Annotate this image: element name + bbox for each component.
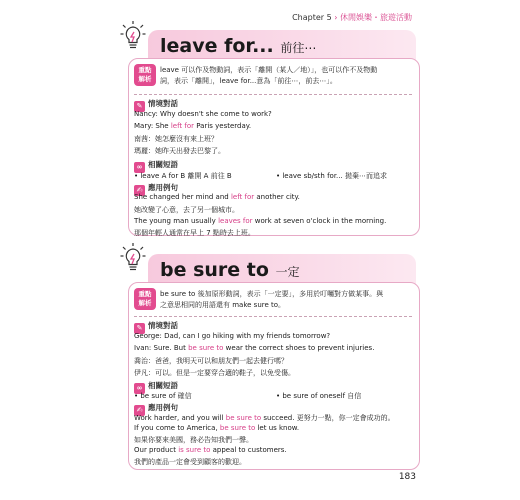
pencil-icon: ✍ [134,405,145,416]
chat-icon: ✎ [134,101,145,112]
divider [134,94,412,95]
related-phrase: • leave sb/sth for... 拋棄⋯而追求 [276,172,387,180]
example-line: 如果你要來美國，務必告知我們一聲。 [134,436,253,444]
example-line: Work harder, and you will be sure to succeed. 更努力一點，你一定會成功的。 [134,414,395,422]
entry-2-definition [160,289,383,311]
entry-2-title [160,259,300,281]
dialog-line: 南茜：她怎麼沒有來上班？ [134,135,218,143]
tag-line-1: 重點 [138,290,152,298]
header-separator: › [334,13,338,22]
definition-line: be sure to 後加原形動詞，表示「一定要」，多用於叮囑對方做某事。與 [160,290,384,298]
entry-2-key-analysis-tag [134,288,156,310]
dialog-line: Ivan: Sure. But be sure to wear the correct shoes to prevent injuries. [134,344,375,352]
example-line: 她改變了心意，去了另一個城市。 [134,206,239,214]
chat-icon: ✎ [134,323,145,334]
tag-line-1: 重點 [138,66,152,74]
link-icon: ∞ [134,383,145,394]
example-line: She changed her mind and left for another city. [134,193,300,201]
divider [134,316,412,317]
entry-1-examples-heading: ✍ 應用例句 [134,182,178,196]
entry-2-examples-heading: ✍ 應用例句 [134,402,178,416]
entry-2-dialog-heading: ✎ 情境對話 [134,320,178,334]
entry-1-dialog-heading: ✎ 情境對話 [134,98,178,112]
chapter-label: Chapter 5 [292,13,332,22]
entry-2-meaning: 一定 [275,265,300,279]
dialog-line: Mary: She left for Paris yesterday. [134,122,252,130]
example-line: 那個年輕人通常在早上 7 點時去上班。 [134,229,255,237]
definition-line: 之意思相同的用語還有 make sure to。 [160,301,286,309]
entry-1-phrase: leave for... [160,35,274,57]
related-phrase: • be sure of oneself 自信 [276,392,362,400]
entry-1-phrases-heading: ∞ 相關短語 [134,159,178,173]
dialog-line: 瑪麗：她昨天出發去巴黎了。 [134,147,225,155]
entry-1-title [160,35,316,57]
tag-line-2: 解析 [138,75,152,83]
link-icon: ∞ [134,162,145,173]
dialog-line: 喬治：爸爸，我明天可以和朋友們一起去健行嗎？ [134,357,288,365]
entry-1-meaning: 前往⋯ [280,41,317,55]
dialog-line: George: Dad, can I go hiking with my friends tomorrow? [134,332,331,340]
example-line: Our product is sure to appeal to customers. [134,446,287,454]
example-line: 我們的產品一定會受到顧客的歡迎。 [134,458,246,466]
example-line: If you come to America, be sure to let us know. [134,424,300,432]
chapter-topic: 休閒娛樂・旅遊活動 [340,13,412,22]
entry-1-key-analysis-tag [134,64,156,86]
definition-line: leave 可以作及物動詞，表示「離開（某人／地）」，也可以作不及物動 [160,66,378,74]
related-phrase: • be sure of 確信 [134,392,192,400]
dialog-line: Nancy: Why doesn't she come to work? [134,110,272,118]
lightbulb-icon [120,242,146,274]
lightbulb-icon [120,20,146,52]
entry-1-definition [160,65,377,87]
pencil-icon: ✍ [134,185,145,196]
related-phrase: • leave A for B 離開 A 前往 B [134,172,232,180]
tag-line-2: 解析 [138,299,152,307]
page-number: 183 [398,472,416,482]
entry-2-phrase: be sure to [160,259,269,281]
entry-2-phrases-heading: ∞ 相關短語 [134,380,178,394]
definition-line: 詞，表示「離開」，leave for...意為「前往⋯，前去⋯」。 [160,77,337,85]
dialog-line: 伊凡：可以。但是一定要穿合適的鞋子，以免受傷。 [134,369,295,377]
example-line: The young man usually leaves for work at seven o'clock in the morning. [134,217,387,225]
running-header [292,12,412,23]
